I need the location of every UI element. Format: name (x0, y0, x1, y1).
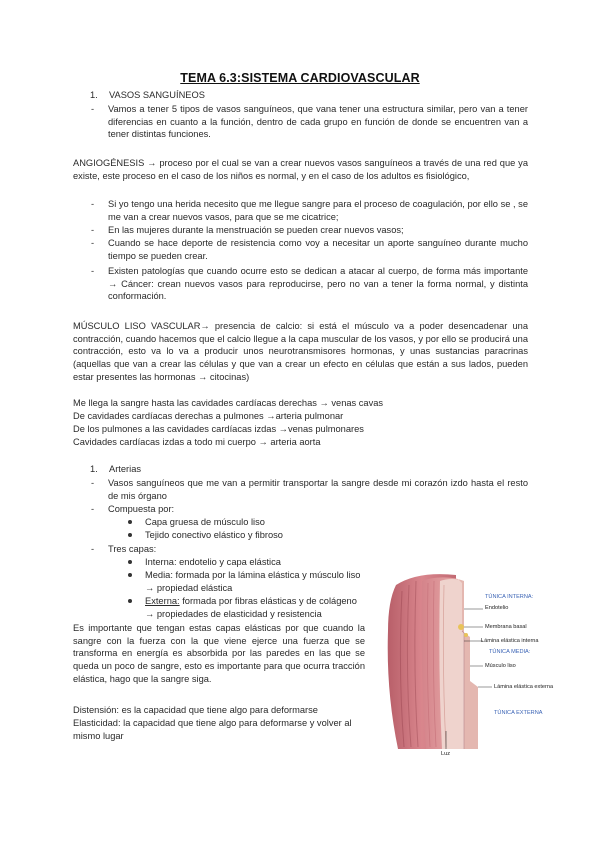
capa-media-text: formada por la lámina elástica y músculo liso (172, 570, 361, 580)
compuesta-item-1: Capa gruesa de músculo liso (145, 517, 265, 527)
arterias-bullet-2: Compuesta por: (108, 504, 175, 514)
bullet-dash: - (91, 104, 95, 114)
capa-media-sub: → propiedad elástica (145, 583, 233, 593)
capa-interna-label: Interna: (145, 557, 177, 567)
arterias-bullet-3: Tres capas: (108, 544, 157, 554)
section-number: 1. (90, 464, 98, 474)
bullet-dash: - (91, 544, 95, 554)
artery-wall-figure (378, 571, 554, 759)
capa-interna (145, 556, 281, 569)
label-tunica-media: TÚNICA MEDIA: (489, 649, 531, 655)
angio-bullet-1: Si yo tengo una herida necesito que me llegue sangre para el proceso de coagulación, por ello se , se me van a crear nuevos vasos, para que se me cicatrice; (108, 199, 528, 222)
capa-externa-text: formada por fibras elásticas y de colágeno (179, 596, 357, 606)
bullet-dot (128, 520, 132, 524)
section-heading-arterias: Arterias (109, 464, 142, 474)
capa-externa-label: Externa: (145, 596, 180, 606)
bullet-dot (128, 560, 132, 564)
vasos-paragraph: Vamos a tener 5 tipos de vasos sanguíneos, que vana tener una estructura similar, pero van a tener diferencias en cuanto a la función, dentro de cada grupo en función de donde se encuentren van a tener distintas funciones. (108, 104, 528, 140)
label-tunica-interna: TÚNICA INTERNA: (485, 594, 534, 600)
label-endotelio: Endotelio (485, 605, 509, 611)
arterias-bullet-1: Vasos sanguíneos que me van a permitir transportar la sangre desde mi corazón izdo hasta el resto de mis órgano (108, 478, 528, 501)
angio-bullet-2: En las mujeres durante la menstruación se pueden crear nuevos vasos; (108, 225, 404, 235)
bullet-dot (128, 573, 132, 577)
flow-line-4: Cavidades cardíacas izdas a todo mi cuerpo → arteria aorta (73, 437, 321, 447)
distension-line: Distensión: es la capacidad que tiene algo para deformarse (73, 705, 318, 715)
section-number: 1. (90, 90, 98, 100)
compuesta-item-2: Tejido conectivo elástico y fibroso (145, 530, 283, 540)
flow-line-3: De los pulmones a las cavidades cardíacas izdas →venas pulmonares (73, 424, 364, 434)
angiogenesis-paragraph: ANGIOGÉNESIS → proceso por el cual se van a crear nuevos vasos sanguíneos a través de una red que ya existe, este proceso en el caso de los niños es normal, y en el caso de los adultos es fisiológico, (73, 158, 528, 181)
angio-bullet-4: Existen patologías que cuando ocurre esto se dedican a atacar al cuerpo, de forma más importante → Cáncer: crean nuevos vasos para reproducirse, pero no van a tener la forma normal, y distinta conformación. (108, 266, 528, 302)
bullet-dash: - (91, 225, 95, 235)
capa-interna-text: endotelio y capa elástica (176, 557, 281, 567)
bullet-dash: - (91, 199, 95, 209)
flow-line-1: Me llega la sangre hasta las cavidades cardíacas derechas → venas cavas (73, 398, 384, 408)
label-tunica-externa: TÚNICA EXTERNA (494, 710, 543, 716)
musculo-liso-paragraph: MÚSCULO LISO VASCULAR→ presencia de calcio: si está el músculo va a poder desencadenar una contracción, cuando hacemos que el calcio llegue a la capa muscular de los vasos, y por ello se producirá una contracción, esto va lo va a producir unos neurotransmisores hormonas, y unas sustancias paracrinas (aquellas que van a crear las células y que van a crear un efecto en células que están a sus lados, pueden estar presentes las hormonas → citocinas) (73, 321, 528, 382)
elasticidad-line: Elasticidad: la capacidad que tiene algo para deformarse y volver al mismo lugar (73, 718, 352, 741)
capa-media (145, 569, 360, 582)
bullet-dash: - (91, 478, 95, 488)
bullet-dash: - (91, 504, 95, 514)
page-title: TEMA 6.3:SISTEMA CARDIOVASCULAR (180, 71, 420, 85)
angio-bullet-3: Cuando se hace deporte de resistencia como voy a necesitar un aporte sanguíneo durante mucho tiempo se pueden crear. (108, 238, 528, 261)
bullet-dot (128, 599, 132, 603)
label-luz: Luz (441, 751, 451, 757)
bullet-dash: - (91, 266, 95, 276)
importante-paragraph: Es importante que tengan estas capas elásticas por que cuando la sangre con la fuerza con la que viene ejerce una fuerza que se transforma en energía es absorbida por las paredes en las que se queda un poco de sangre, esto es importante para que ocurra tracción elástica, hago que la sangre siga. (73, 623, 365, 684)
capa-media-label: Media: (145, 570, 173, 580)
bullet-dot (128, 533, 132, 537)
capa-externa-sub: → propiedades de elasticidad y resistencia (145, 609, 322, 619)
label-musculo-liso: Músculo liso (485, 663, 516, 669)
label-lamina-externa: Lámina elástica externa (494, 684, 554, 690)
label-lamina-interna: Lámina elástica interna (481, 638, 539, 644)
label-membrana-basal: Membrana basal (485, 624, 527, 630)
bullet-dash: - (91, 238, 95, 248)
flow-line-2: De cavidades cardíacas derechas a pulmones →arteria pulmonar (73, 411, 344, 421)
capa-externa (145, 595, 357, 608)
section-heading-vasos: VASOS SANGUÍNEOS (109, 90, 205, 100)
